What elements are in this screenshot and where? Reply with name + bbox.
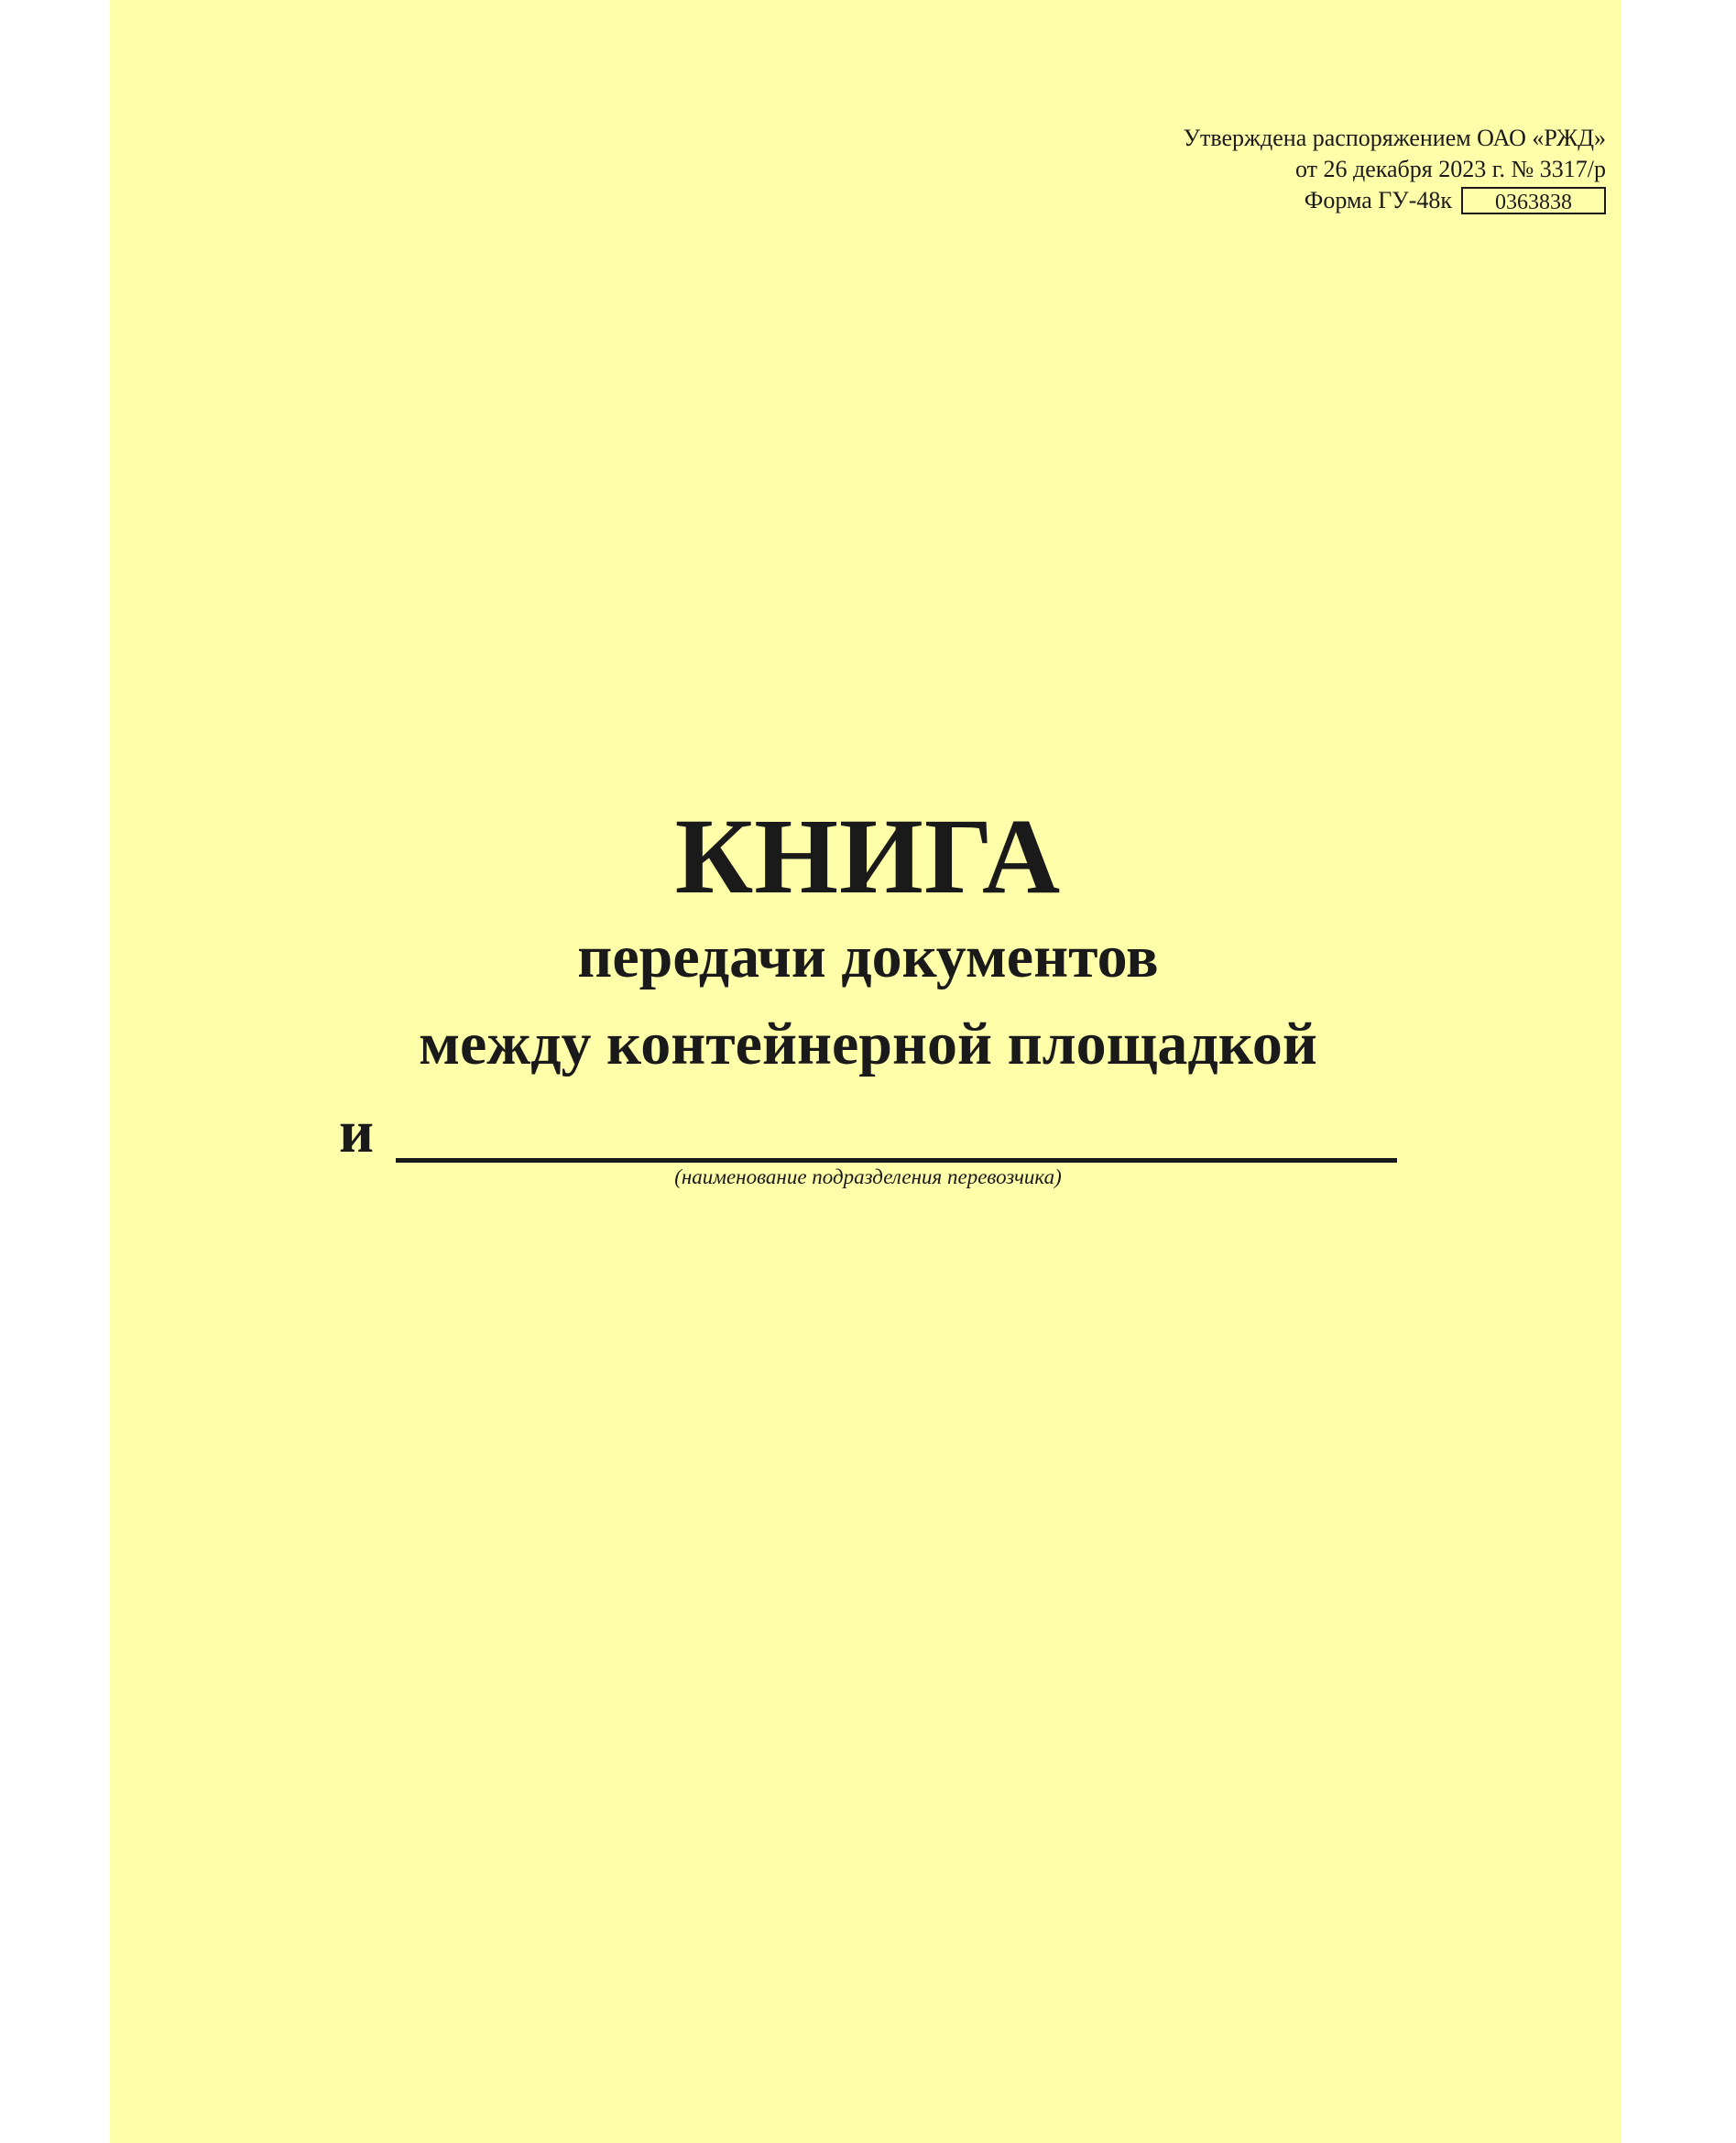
form-number-box: 0363838	[1461, 187, 1606, 214]
carrier-fill-line	[396, 1158, 1397, 1163]
form-line	[1184, 185, 1606, 216]
subtitle-line-3: и	[339, 1099, 375, 1165]
carrier-fill-row	[339, 1098, 1397, 1171]
subtitle-line-1: передачи документов	[577, 924, 1159, 990]
form-label: Форма ГУ-48к	[1304, 187, 1452, 213]
carrier-caption: (наименование подразделения перевозчика)	[674, 1165, 1062, 1188]
book-title: КНИГА	[674, 796, 1062, 916]
approval-block	[1184, 123, 1606, 216]
approval-line-1: Утверждена распоряжением ОАО «РЖД»	[1183, 125, 1606, 151]
subtitle-line-2: между контейнерной площадкой	[419, 1011, 1317, 1077]
approval-line-2: от 26 декабря 2023 г. № 3317/р	[1294, 156, 1606, 182]
